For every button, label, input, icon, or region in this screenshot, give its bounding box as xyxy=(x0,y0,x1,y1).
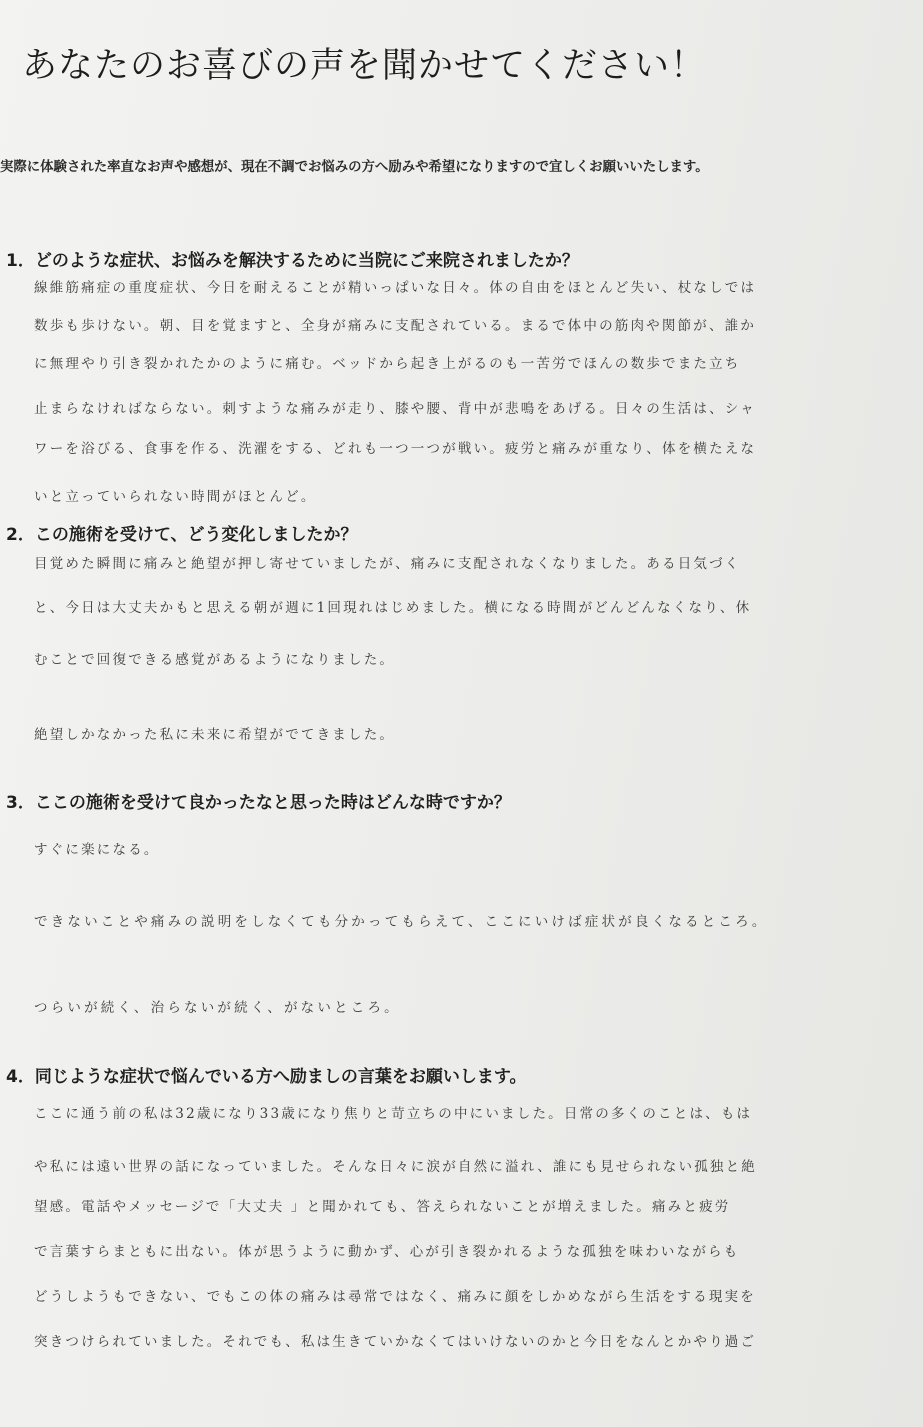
answer-4-line: で言葉すらまともに出ない。体が思うように動かず、心が引き裂かれるような孤独を味わいながらも xyxy=(34,1244,740,1260)
answer-1-line: 数歩も歩けない。朝、目を覚ますと、全身が痛みに支配されている。まるで体中の筋肉や関節が、誰か xyxy=(34,318,757,334)
answer-1-line: ワーを浴びる、食事を作る、洗濯をする、どれも一つ一つが戦い。疲労と痛みが重なり、体を横たえな xyxy=(34,441,757,457)
answer-2-line: と、今日は大丈夫かもと思える朝が週に1回現れはじめました。横になる時間がどんどんなくなり、休 xyxy=(34,600,752,616)
question-2-heading: 2．この施術を受けて、どう変化しましたか？ xyxy=(6,525,358,545)
answer-4-line: 突きつけられていました。それでも、私は生きていかなくてはいけないのかと今日をなんとかやり過ご xyxy=(34,1334,757,1350)
answer-1-line: に無理やり引き裂かれたかのように痛む。ベッドから起き上がるのも一苦労でほんの数歩でまた立ち xyxy=(34,356,741,372)
answer-3-line: できないことや痛みの説明をしなくても分かってもらえて、ここにいけば症状が良くなるところ。 xyxy=(34,914,769,930)
question-4-heading: 4．同じような症状で悩んでいる方へ励ましの言葉をお願いします。 xyxy=(6,1067,527,1087)
question-1-heading: 1．どのような症状、お悩みを解決するために当院にご来院されましたか？ xyxy=(6,251,579,271)
answer-3-line: すぐに楽になる。 xyxy=(34,842,160,858)
intro-text: 実際に体験された率直なお声や感想が、現在不調でお悩みの方へ励みや希望になりますので宜しくお願いいたします。 xyxy=(0,160,709,175)
answer-2-line: 目覚めた瞬間に痛みと絶望が押し寄せていましたが、痛みに支配されなくなりました。ある日気づく xyxy=(34,556,741,572)
answer-1-line: 止まらなければならない。刺すような痛みが走り、膝や腰、背中が悲鳴をあげる。日々の生活は、シャ xyxy=(34,401,756,417)
answer-4-line: ここに通う前の私は32歳になり33歳になり焦りと苛立ちの中にいました。日常の多くのことは、もは xyxy=(34,1106,753,1122)
answer-2-line: むことで回復できる感覚があるようになりました。 xyxy=(34,652,396,668)
answer-4-line: どうしようもできない、でもこの体の痛みは尋常ではなく、痛みに顔をしかめながら生活をする現実を xyxy=(34,1289,756,1305)
answer-1-line: いと立っていられない時間がほとんど。 xyxy=(34,489,317,505)
answer-4-line: や私には遠い世界の話になっていました。そんな日々に涙が自然に溢れ、誰にも見せられない孤独と絶 xyxy=(34,1159,758,1175)
question-3-heading: 3．ここの施術を受けて良かったなと思った時はどんな時ですか？ xyxy=(6,793,511,813)
answer-4-line: 望感。電話やメッセージで「大丈夫 」と聞かれても、答えられないことが増えました。痛みと疲労 xyxy=(34,1199,731,1215)
page-title: あなたのお喜びの声を聞かせてください！ xyxy=(22,46,707,86)
answer-2-line: 絶望しかなかった私に未来に希望がでてきました。 xyxy=(34,727,396,743)
answer-3-line: つらいが続く、治らないが続く、がないところ。 xyxy=(34,1000,401,1016)
answer-1-line: 線維筋痛症の重度症状、今日を耐えることが精いっぱいな日々。体の自由をほとんど失い、杖なしでは xyxy=(34,280,757,296)
